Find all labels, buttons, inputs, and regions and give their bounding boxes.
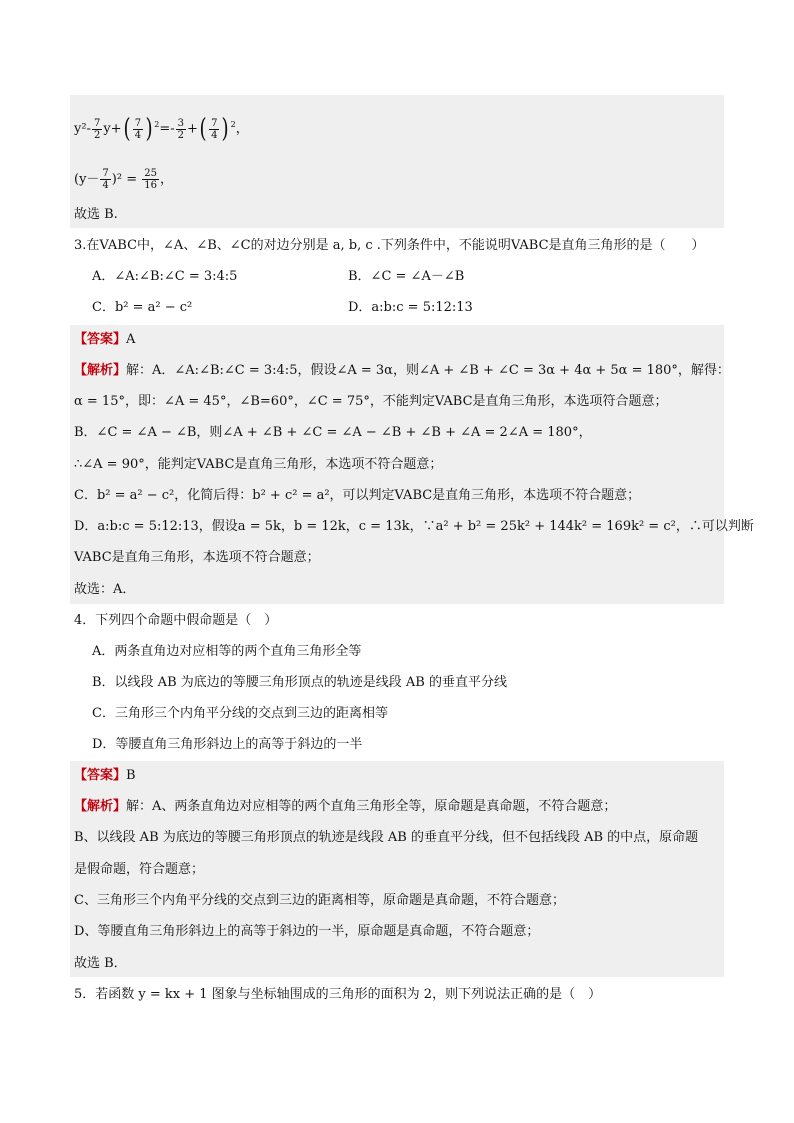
q3-option-a: A．∠A:∠B:∠C = 3:4:5 <box>92 269 238 284</box>
q4-option-c: C．三角形三个内角平分线的交点到三边的距离相等 <box>92 706 388 721</box>
equation-line-1: y²- $\frac{7}{2}$ y+( $\frac{7}{4}$ ) $^2$=- $\frac{3}{2}$ +( $\frac{7}{4}$ ) $^2$， <box>74 114 249 144</box>
q3-option-c: C．b² = a² − c² <box>92 300 193 315</box>
q4-option-b: B．以线段 AB 为底边的等腰三角形顶点的轨迹是线段 AB 的垂直平分线 <box>92 675 507 690</box>
q3-option-d: D．a:b:c = 5:12:13 <box>348 300 473 315</box>
fraction: $\frac{3}{2}$ <box>177 117 185 141</box>
fraction: $\frac{7}{4}$ <box>134 117 142 141</box>
question-5-stem: 5．若函数 y = kx + 1 图象与坐标轴围成的三角形的面积为 2，则下列说法正确的是（ ） <box>74 987 602 1002</box>
q3-analysis-line: α = 15°，即：∠A = 45°，∠B=60°，∠C = 75°，不能判定VABC是直角三角形，本选项符合题意； <box>74 394 668 409</box>
fraction: $\frac{25}{16}$ <box>144 168 157 191</box>
solution-shade <box>70 95 724 228</box>
q4-option-a: A．两条直角边对应相等的两个直角三角形全等 <box>92 644 362 659</box>
q4-analysis-line: D、等腰直角三角形斜边上的高等于斜边的一半，原命题是真命题，不符合题意； <box>74 924 540 939</box>
q3-analysis-line: 故选：A． <box>74 582 136 597</box>
q3-analysis-line: 【解析】解：A．∠A:∠B:∠C = 3:4:5，假设∠A = 3α，则∠A + ∠B + ∠C = 3α + 4α + 5α = 180°，解得： <box>74 363 730 378</box>
q4-answer: 【答案】B <box>74 768 136 783</box>
fraction: $\frac{7}{4}$ <box>211 117 218 141</box>
q4-analysis-line: C、三角形三个内角平分线的交点到三边的距离相等，原命题是真命题，不符合题意； <box>74 893 565 908</box>
question-4-stem: 4．下列四个命题中假命题是（ ） <box>74 613 278 628</box>
q3-answer: 【答案】A <box>74 332 136 347</box>
q4-analysis-line: 【解析】解：A、两条直角边对应相等的两个直角三角形全等，原命题是真命题，不符合题意； <box>74 799 617 814</box>
q4-option-d: D．等腰直角三角形斜边上的高等于斜边的一半 <box>92 737 363 752</box>
q3-analysis-line: B．∠C = ∠A − ∠B，则∠A + ∠B + ∠C = ∠A − ∠B + ∠B + ∠A = 2∠A = 180°， <box>74 425 592 440</box>
q3-analysis-line: C．b² = a² − c²，化简后得：b² + c² = a²，可以判定VABC是直角三角形，本选项不符合题意； <box>74 488 641 503</box>
q4-analysis-line: B、以线段 AB 为底边的等腰三角形顶点的轨迹是线段 AB 的垂直平分线，但不包括线段 AB 的中点，原命题 <box>74 830 699 845</box>
q3-analysis-line: ∴∠A = 90°，能判定VABC是直角三角形，本选项不符合题意； <box>74 457 443 472</box>
conclusion-text: 故选 B. <box>74 207 118 222</box>
equation-line-2: (y－ $\frac{7}{4}$ )² = $\frac{25}{16}$ ， <box>74 168 173 191</box>
fraction: $\frac{7}{4}$ <box>102 168 109 191</box>
question-3-stem: 3.在VABC中，∠A、∠B、∠C的对边分别是 a, b, c .下列条件中，不能说明VABC是直角三角形的是（ ） <box>74 238 705 253</box>
q3-analysis-line: D．a:b:c = 5:12:13，假设a = 5k，b = 12k，c = 13k，∵a² + b² = 25k² + 144k² = 169k² = c²，∴可以判断 <box>74 519 754 534</box>
q3-analysis-line: VABC是直角三角形，本选项不符合题意； <box>74 550 320 565</box>
fraction: $\frac{7}{2}$ <box>93 117 101 141</box>
q4-analysis-line: 是假命题，符合题意； <box>74 862 205 877</box>
q3-option-b: B．∠C = ∠A－∠B <box>348 269 465 284</box>
q4-analysis-line: 故选 B． <box>74 956 127 971</box>
